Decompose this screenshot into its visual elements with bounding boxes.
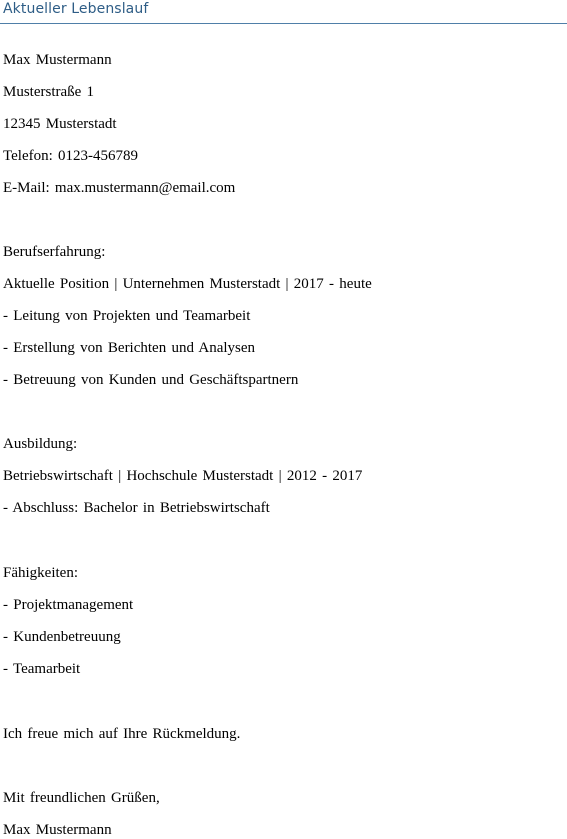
- education-bullet: - Abschluss: Bachelor in Betriebswirtschaft: [3, 500, 270, 516]
- experience-bullet: - Betreuung von Kunden und Geschäftspartnern: [3, 372, 299, 388]
- experience-bullet: - Erstellung von Berichten und Analysen: [3, 340, 256, 356]
- document-header: [0, 0, 567, 24]
- skill-item: - Kundenbetreuung: [3, 629, 121, 645]
- section-heading-experience: Berufserfahrung:: [3, 244, 106, 260]
- contact-email: E-Mail: max.mustermann@email.com: [3, 180, 236, 196]
- signature-name: Max Mustermann: [3, 822, 112, 838]
- header-title: Aktueller Lebenslauf: [3, 1, 149, 17]
- contact-name: Max Mustermann: [3, 52, 112, 68]
- contact-phone: Telefon: 0123-456789: [3, 148, 139, 164]
- salutation: Mit freundlichen Grüßen,: [3, 790, 160, 806]
- skill-item: - Teamarbeit: [3, 661, 81, 677]
- education-entry: Betriebswirtschaft | Hochschule Musterstadt | 2012 - 2017: [3, 468, 363, 484]
- section-heading-skills: Fähigkeiten:: [3, 565, 78, 581]
- experience-entry: Aktuelle Position | Unternehmen Musterstadt | 2017 - heute: [3, 276, 372, 292]
- contact-city: 12345 Musterstadt: [3, 116, 117, 132]
- closing-sentence: Ich freue mich auf Ihre Rückmeldung.: [3, 726, 241, 742]
- skill-item: - Projektmanagement: [3, 597, 134, 613]
- experience-bullet: - Leitung von Projekten und Teamarbeit: [3, 308, 251, 324]
- contact-street: Musterstraße 1: [3, 84, 95, 100]
- section-heading-education: Ausbildung:: [3, 436, 78, 452]
